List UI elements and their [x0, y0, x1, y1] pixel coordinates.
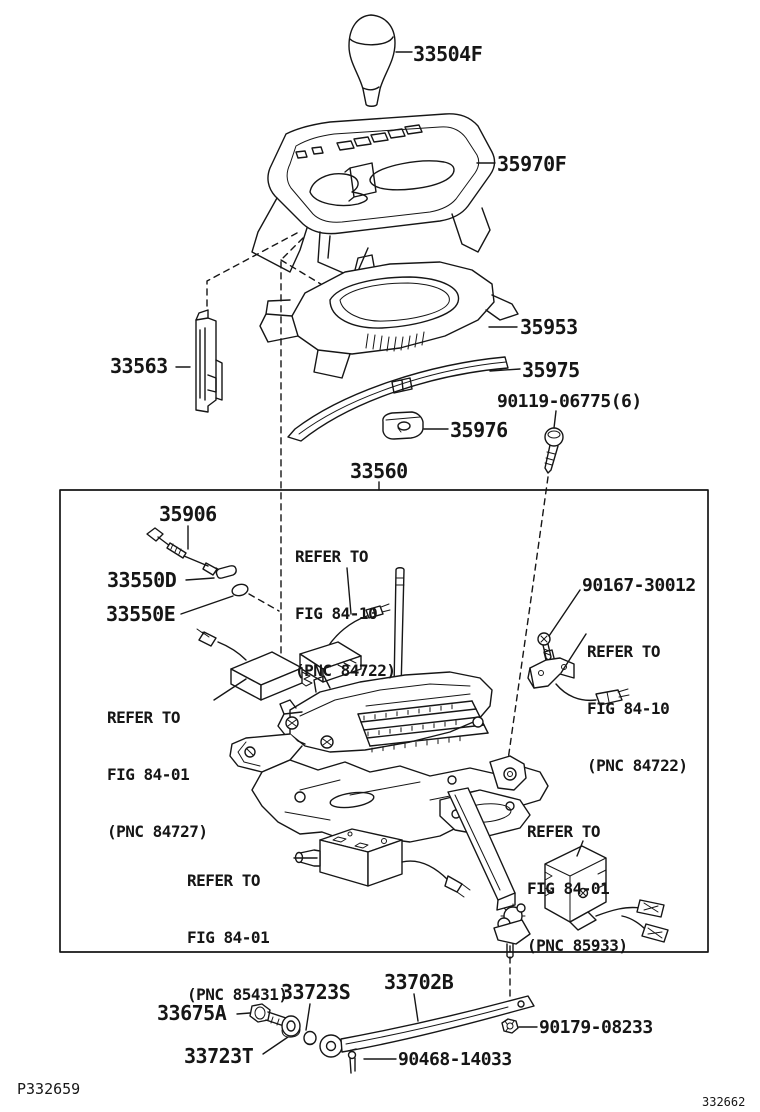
part-label-90119-06775: 90119-06775(6)	[497, 391, 642, 412]
refer-note-line: (PNC 84727)	[107, 822, 208, 841]
figure-code: 332662	[702, 1095, 746, 1109]
refer-note-line: REFER TO	[587, 642, 661, 661]
refer-note-line: FIG 84-01	[187, 928, 270, 947]
part-label-35975: 35975	[522, 358, 580, 382]
refer-note-line: REFER TO	[107, 708, 181, 727]
part-label-90167-30012: 90167-30012	[582, 575, 696, 596]
clip-90468-drawing	[348, 1049, 356, 1073]
part-label-33563: 33563	[110, 354, 168, 378]
refer-note-line: (PNC 84722)	[295, 661, 396, 680]
refer-note-line: REFER TO	[295, 547, 369, 566]
lock-plate-drawing	[196, 310, 222, 412]
shift-knob-drawing	[349, 15, 395, 106]
indicator-housing-drawing	[252, 114, 494, 278]
control-rod-drawing	[320, 996, 534, 1057]
refer-note-line: (PNC 85933)	[527, 936, 628, 955]
refer-note-line: FIG 84-01	[107, 765, 190, 784]
refer-note-85933	[527, 784, 627, 993]
refer-note-line: (PNC 85431)	[187, 985, 288, 1004]
part-label-35970F: 35970F	[497, 152, 567, 176]
part-label-33504F: 33504F	[413, 42, 483, 66]
part-label-90468-14033: 90468-14033	[398, 1049, 512, 1070]
part-label-33723S: 33723S	[281, 980, 351, 1004]
part-label-33675A: 33675A	[157, 1001, 227, 1025]
refer-note-84722-left	[295, 509, 395, 718]
refer-note-line: REFER TO	[187, 871, 261, 890]
knob-button-drawing	[216, 566, 236, 578]
refer-note-84722-right	[587, 604, 687, 813]
refer-note-line: REFER TO	[527, 822, 601, 841]
bolt-90119-drawing	[545, 428, 563, 473]
part-label-33702B: 33702B	[384, 970, 454, 994]
knob-spring-drawing	[231, 583, 249, 598]
part-label-33723T: 33723T	[184, 1044, 254, 1068]
refer-note-line: FIG 84-10	[587, 699, 670, 718]
part-label-35953: 35953	[520, 315, 578, 339]
part-label-90179-08233: 90179-08233	[539, 1017, 653, 1038]
refer-note-line: (PNC 84722)	[587, 756, 688, 775]
refer-note-85431	[187, 833, 287, 1042]
bushing-33723s-drawing	[304, 1032, 316, 1045]
part-label-35906: 35906	[159, 502, 217, 526]
slide-clip-drawing	[383, 412, 423, 439]
part-label-35976: 35976	[450, 418, 508, 442]
solenoid-drawing	[296, 829, 471, 897]
part-label-33550E: 33550E	[106, 602, 176, 626]
nut-90179-drawing	[502, 1019, 518, 1033]
refer-note-line: FIG 84-01	[527, 879, 610, 898]
refer-note-line: FIG 84-10	[295, 604, 378, 623]
part-label-33560: 33560	[350, 459, 408, 483]
part-label-33550D: 33550D	[107, 568, 177, 592]
print-code: P332659	[17, 1080, 81, 1098]
